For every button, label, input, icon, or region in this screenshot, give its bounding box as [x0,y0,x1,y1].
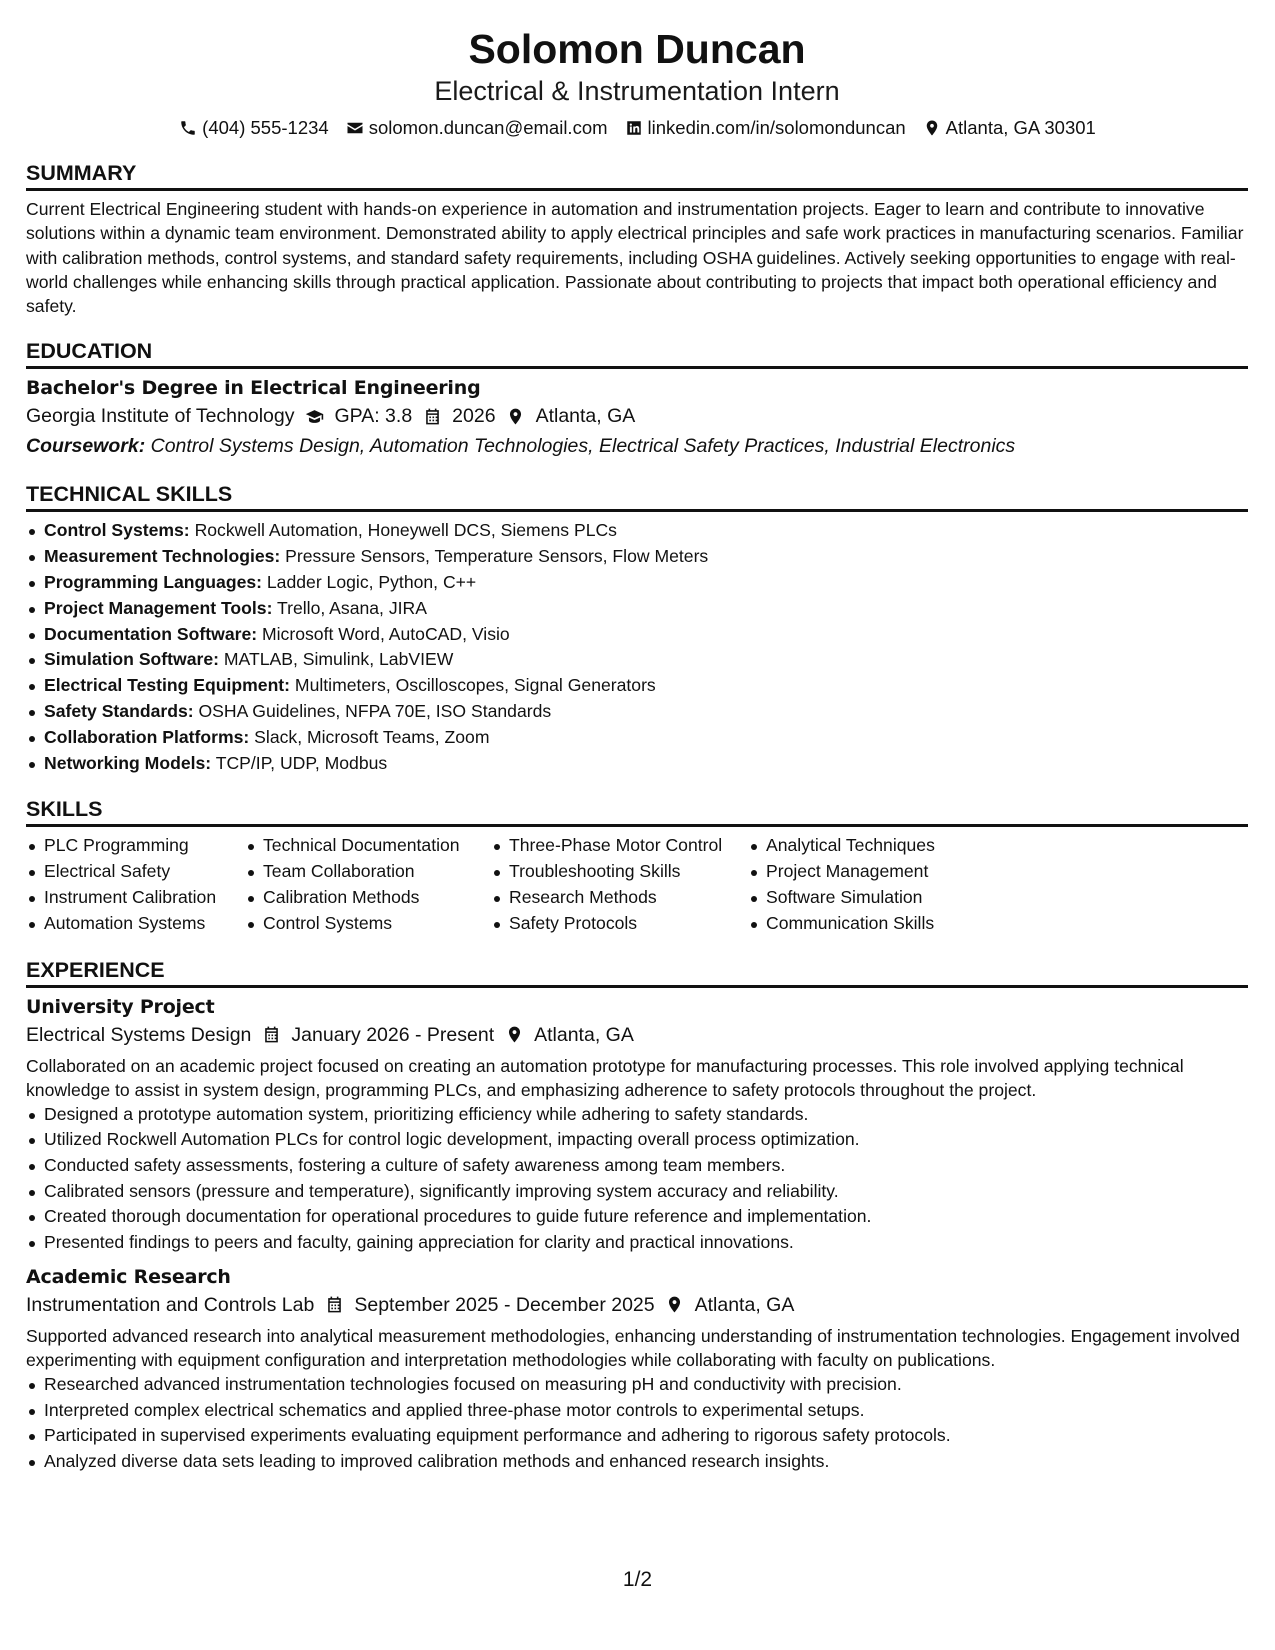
envelope-icon [345,118,365,138]
contact-phone[interactable] [178,116,329,140]
experience-heading: EXPERIENCE [26,957,1248,988]
list-item: Calibration Methods [245,885,491,911]
experience-title: Academic Research [26,1265,231,1288]
list-item: Collaboration Platforms: Slack, Microsoft Teams, Zoom [26,725,1248,751]
list-item: Programming Languages: Ladder Logic, Python, C++ [26,570,1248,596]
skills-column [245,833,491,936]
contact-email[interactable] [345,116,608,140]
summary-text: Current Electrical Engineering student with hands-on experience in automation and instrumentation projects. Eager to learn and contribute to innovative solutions within a dynamic team environment. Demonstrated ability to apply electrical principles and safe work practices in manufacturing scenarios. Familiar with calibration methods, control systems, and standard safety requirements, including OSHA guidelines. Actively seeking opportunities to engage with real-world challenges while enhancing skills through practical application. Passionate about contributing to projects that impact both operational efficiency and safety. [26,199,1244,317]
candidate-title: Electrical & Instrumentation Intern [434,76,840,106]
degree-title: Bachelor's Degree in Electrical Engineering [26,377,481,400]
education-heading: EDUCATION [26,338,1248,369]
list-item: Presented findings to peers and faculty, gaining appreciation for clarity and practical innovations. [26,1230,1248,1256]
list-item: Research Methods [491,885,748,911]
experience-dates [261,1020,494,1050]
summary-heading: SUMMARY [26,160,1248,191]
skills-column [748,833,1048,936]
contact-location [922,116,1096,140]
coursework-text: Control Systems Design, Automation Technologies, Electrical Safety Practices, Industrial Electronics [150,435,1016,458]
calendar-icon [324,1295,344,1315]
skills-grid [26,833,1248,936]
graduation-cap-icon [304,406,324,426]
list-item: Technical Documentation [245,833,491,859]
technical-skills-list [26,518,1248,776]
map-pin-icon [922,118,942,138]
gpa-text: GPA: 3.8 [334,405,413,428]
list-item: Calibrated sensors (pressure and temperature), significantly improving system accuracy and reliability. [26,1179,1248,1205]
experience-title: University Project [26,995,215,1018]
list-item: Troubleshooting Skills [491,859,748,885]
resume-header [26,24,1248,140]
page-number: 1/2 [622,1568,653,1591]
list-item: Software Simulation [748,885,1048,911]
map-pin-icon [504,1025,524,1045]
skills-heading: SKILLS [26,796,1248,827]
experience-dates [324,1290,654,1320]
experience-entry [26,1264,1248,1475]
experience-entry [26,994,1248,1256]
contact-bar [26,116,1248,140]
list-item: Project Management Tools: Trello, Asana, JIRA [26,596,1248,622]
list-item: Communication Skills [748,911,1048,937]
school-name: Georgia Institute of Technology [26,405,295,428]
education-location [506,401,636,431]
experience-bullets [26,1102,1248,1256]
phone-icon [178,118,198,138]
experience-bullets [26,1372,1248,1475]
education-meta [26,401,1248,431]
map-pin-icon [506,406,526,426]
experience-meta [26,1020,1248,1050]
list-item: Safety Standards: OSHA Guidelines, NFPA 70E, ISO Standards [26,699,1248,725]
linkedin-text: linkedin.com/in/solomonduncan [647,117,906,138]
list-item: Control Systems: Rockwell Automation, Honeywell DCS, Siemens PLCs [26,518,1248,544]
technical-skills-heading: TECHNICAL SKILLS [26,481,1248,512]
list-item: Automation Systems [26,911,245,937]
list-item: Analytical Techniques [748,833,1048,859]
experience-location [665,1290,795,1320]
coursework [26,431,1248,461]
list-item: Simulation Software: MATLAB, Simulink, LabVIEW [26,647,1248,673]
map-pin-icon [665,1295,685,1315]
dates-text: September 2025 - December 2025 [354,1293,655,1316]
gpa [304,401,412,431]
resume-page [26,24,1248,1475]
list-item: Utilized Rockwell Automation PLCs for control logic development, impacting overall process optimization. [26,1127,1248,1153]
experience-role: Electrical Systems Design [26,1023,252,1046]
experience-location [504,1020,634,1050]
contact-linkedin[interactable] [624,116,906,140]
experience-role: Instrumentation and Controls Lab [26,1293,315,1316]
list-item: Analyzed diverse data sets leading to improved calibration methods and enhanced research insights. [26,1449,1248,1475]
education-location-text: Atlanta, GA [535,405,636,428]
list-item: PLC Programming [26,833,245,859]
calendar-icon [422,406,442,426]
list-item: Researched advanced instrumentation technologies focused on measuring pH and conductivity with precision. [26,1372,1248,1398]
list-item: Electrical Testing Equipment: Multimeters, Oscilloscopes, Signal Generators [26,673,1248,699]
experience-meta [26,1290,1248,1320]
list-item: Electrical Safety [26,859,245,885]
list-item: Interpreted complex electrical schematics and applied three-phase motor controls to experimental setups. [26,1398,1248,1424]
location-text: Atlanta, GA [694,1293,795,1316]
calendar-icon [261,1025,281,1045]
list-item: Conducted safety assessments, fostering a culture of safety awareness among team members. [26,1153,1248,1179]
phone-text: (404) 555-1234 [202,117,329,138]
list-item: Instrument Calibration [26,885,245,911]
linkedin-icon [624,118,644,138]
list-item: Designed a prototype automation system, prioritizing efficiency while adhering to safety standards. [26,1102,1248,1128]
coursework-label: Coursework: [26,435,146,458]
list-item: Measurement Technologies: Pressure Sensors, Temperature Sensors, Flow Meters [26,544,1248,570]
candidate-name: Solomon Duncan [468,26,806,72]
list-item: Team Collaboration [245,859,491,885]
experience-description: Collaborated on an academic project focused on creating an automation prototype for manufacturing processes. This role involved applying technical knowledge to assist in system design, programming PLCs, and emphasizing adherence to safety protocols throughout the project. [26,1055,1184,1100]
experience-description: Supported advanced research into analytical measurement methodologies, enhancing understanding of instrumentation technologies. Engagement involved experimenting with equipment configuration and interpretation methodologies while collaborating with faculty on publications. [26,1325,1240,1370]
location-text: Atlanta, GA [534,1023,634,1046]
list-item: Networking Models: TCP/IP, UDP, Modbus [26,751,1248,777]
skills-column [26,833,245,936]
list-item: Documentation Software: Microsoft Word, AutoCAD, Visio [26,622,1248,648]
list-item: Participated in supervised experiments evaluating equipment performance and adhering to rigorous safety protocols. [26,1423,1248,1449]
list-item: Three-Phase Motor Control [491,833,748,859]
list-item: Project Management [748,859,1048,885]
location-text: Atlanta, GA 30301 [945,117,1096,138]
skills-column [491,833,748,936]
year-text: 2026 [452,405,496,428]
email-text: solomon.duncan@email.com [368,117,608,138]
graduation-year [422,401,495,431]
list-item: Control Systems [245,911,491,937]
list-item: Created thorough documentation for operational procedures to guide future reference and implementation. [26,1204,1248,1230]
list-item: Safety Protocols [491,911,748,937]
dates-text: January 2026 - Present [291,1023,495,1046]
